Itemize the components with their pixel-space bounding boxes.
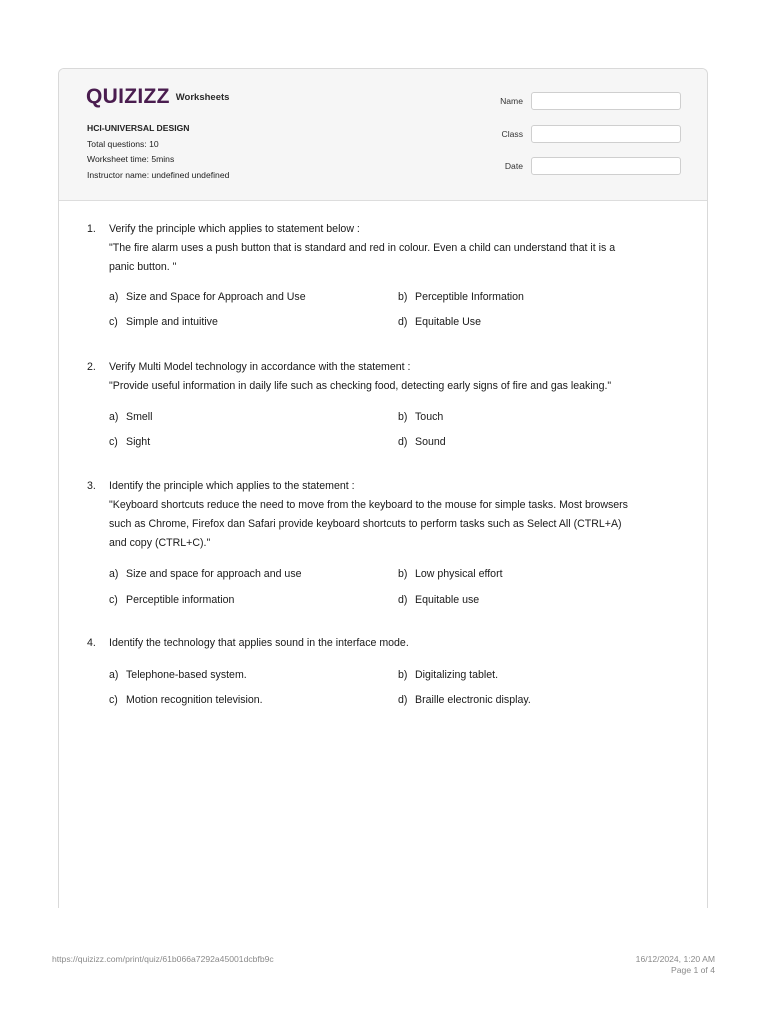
option-text: Sound <box>415 436 446 448</box>
option-a <box>109 410 153 424</box>
question-line: Verify the principle which applies to statement below : <box>109 223 360 235</box>
option-c <box>109 315 218 329</box>
option-letter: b) <box>398 568 408 580</box>
option-letter: d) <box>398 594 408 606</box>
worksheet-title: HCI-UNIVERSAL DESIGN <box>87 123 190 133</box>
page-number: Page 1 of 4 <box>671 965 715 975</box>
option-letter: d) <box>398 436 408 448</box>
brand-subtitle: Worksheets <box>175 91 230 103</box>
question-text <box>109 634 679 653</box>
question-line: "The fire alarm uses a push button that is standard and red in colour. Even a child can understand that it is a <box>109 242 616 254</box>
option-b <box>398 410 443 424</box>
option-text: Size and Space for Approach and Use <box>126 291 306 303</box>
option-d <box>398 435 446 449</box>
option-text: Braille electronic display. <box>415 694 531 706</box>
option-a <box>109 290 306 304</box>
worksheet-page <box>58 68 708 908</box>
option-a <box>109 567 302 581</box>
question-line: such as Chrome, Firefox dan Safari provide keyboard shortcuts to perform tasks such as Select All (CTRL+A) <box>109 518 622 530</box>
question-line: panic button. " <box>109 261 177 273</box>
question-number: 3. <box>87 480 96 492</box>
option-letter: d) <box>398 694 408 706</box>
option-letter: d) <box>398 316 408 328</box>
option-d <box>398 315 481 329</box>
option-b <box>398 567 503 581</box>
option-letter: a) <box>109 669 119 681</box>
brand <box>86 87 229 107</box>
question-line: Identify the principle which applies to the statement : <box>109 480 355 492</box>
date-row <box>493 156 681 176</box>
option-text: Telephone-based system. <box>126 669 247 681</box>
question-line: "Provide useful information in daily life such as checking food, detecting early signs of fire and gas leaking." <box>109 380 612 392</box>
option-d <box>398 593 479 607</box>
option-b <box>398 668 498 682</box>
option-c <box>109 693 263 707</box>
option-text: Sight <box>126 436 151 448</box>
name-row <box>493 91 681 111</box>
option-text: Smell <box>126 411 153 423</box>
option-text: Touch <box>415 411 444 423</box>
class-label: Class <box>501 128 523 139</box>
option-b <box>398 290 524 304</box>
name-field[interactable] <box>531 92 681 110</box>
option-letter: c) <box>109 594 118 606</box>
option-letter: a) <box>109 291 119 303</box>
question-number: 1. <box>87 223 96 235</box>
option-letter: c) <box>109 436 118 448</box>
question-text <box>109 477 679 553</box>
class-row <box>493 124 681 144</box>
option-c <box>109 435 150 449</box>
worksheet-time: Worksheet time: 5mins <box>87 154 175 164</box>
option-letter: b) <box>398 411 408 423</box>
class-field[interactable] <box>531 125 681 143</box>
option-text: Size and space for approach and use <box>126 568 302 580</box>
option-text: Low physical effort <box>415 568 503 580</box>
option-letter: b) <box>398 291 408 303</box>
print-datetime: 16/12/2024, 1:20 AM <box>635 954 715 964</box>
page-url: https://quizizz.com/print/quiz/61b066a7292a45001dcbfb9c <box>52 954 274 964</box>
option-letter: c) <box>109 694 118 706</box>
name-label: Name <box>500 96 523 106</box>
option-letter: a) <box>109 568 119 580</box>
question-line: and copy (CTRL+C)." <box>109 537 211 549</box>
option-text: Equitable Use <box>415 316 481 328</box>
question-line: Verify Multi Model technology in accordance with the statement : <box>109 361 411 373</box>
instructor-name: Instructor name: undefined undefined <box>87 169 230 180</box>
question-text <box>109 220 679 277</box>
option-d <box>398 693 531 707</box>
total-questions: Total questions: 10 <box>87 138 159 149</box>
question-line: Identify the technology that applies sound in the interface mode. <box>109 637 409 649</box>
date-field[interactable] <box>531 157 681 175</box>
quizizz-logo: QUIZIZZ <box>86 85 170 108</box>
question-number: 4. <box>87 637 96 649</box>
option-letter: c) <box>109 316 118 328</box>
option-text: Perceptible Information <box>415 291 524 303</box>
option-text: Simple and intuitive <box>126 316 218 328</box>
option-text: Equitable use <box>415 594 480 606</box>
option-text: Digitalizing tablet. <box>415 669 499 681</box>
worksheet-header <box>59 69 707 201</box>
option-letter: a) <box>109 411 119 423</box>
date-label: Date <box>504 161 523 171</box>
option-c <box>109 593 234 607</box>
student-fields <box>493 91 681 189</box>
option-a <box>109 668 247 682</box>
worksheet-meta <box>87 121 229 183</box>
question-number: 2. <box>87 361 96 373</box>
option-text: Motion recognition television. <box>126 694 263 706</box>
question-line: "Keyboard shortcuts reduce the need to move from the keyboard to the mouse for simple tasks. Most browsers <box>109 499 628 511</box>
option-text: Perceptible information <box>126 594 235 606</box>
option-letter: b) <box>398 669 408 681</box>
page-footer-info <box>636 954 715 976</box>
question-text <box>109 358 679 396</box>
